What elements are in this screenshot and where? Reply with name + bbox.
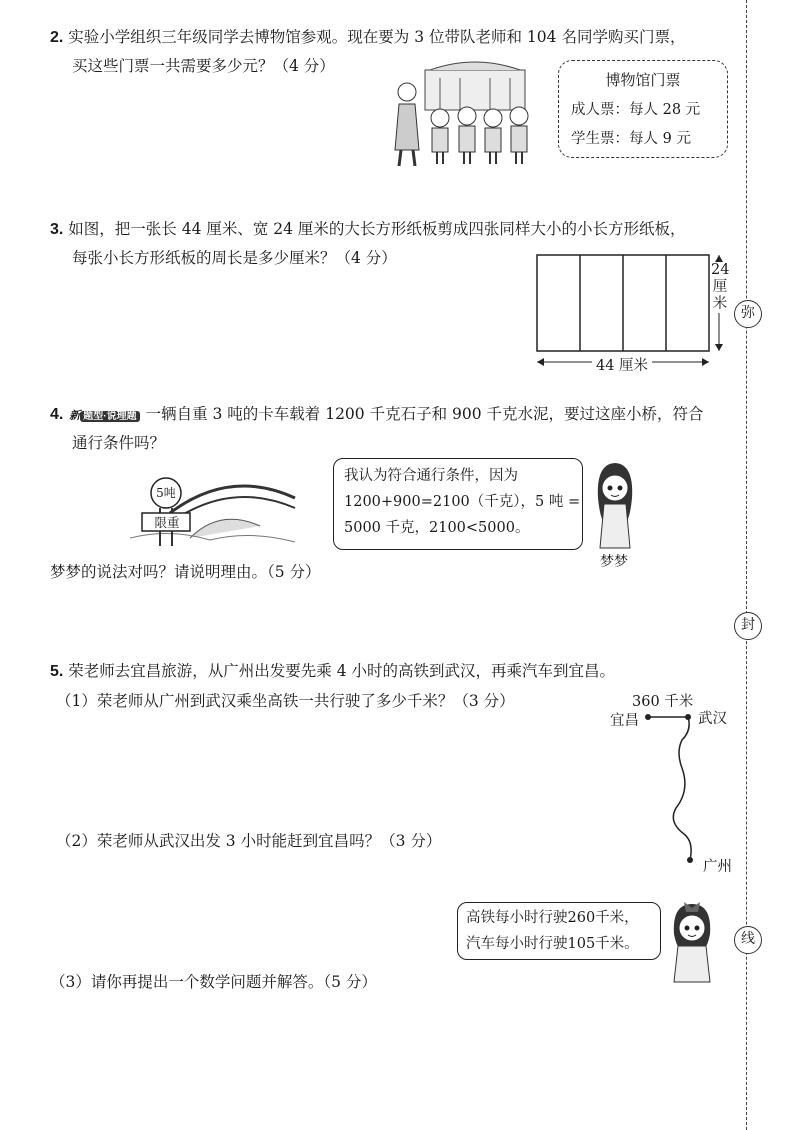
question-text-line1: 实验小学组织三年级同学去博物馆参观。现在要为 3 位带队老师和 104 名同学购买门票， [68,28,686,46]
question-2 [50,22,685,53]
limit-label-sign: 限重 [154,515,180,530]
question-number: 4. [50,406,64,423]
bubble-line: 高铁每小时行驶260千米， [466,910,639,926]
question-4-line2: 通行条件吗？ [72,434,166,452]
bubble-line: 1200+900=2100（千克），5 吨 = [344,494,581,510]
girl-mengmeng-illustration [590,458,640,550]
question-3-line2: 每张小长方形纸板的周长是多少厘米？（4 分） [72,249,397,267]
map-distance-label: 360 千米 [632,694,694,710]
question-3 [50,214,685,245]
ticket-adult-price: 成人票：每人 28 元 [571,102,701,118]
question-number: 3. [50,221,64,238]
bridge-illustration [130,468,300,548]
question-5-part3: （3）请你再提出一个数学问题并解答。（5 分） [50,973,377,991]
ticket-title: 博物馆门票 [605,71,681,89]
weight-limit-sign: 5吨 [156,486,176,500]
new-type-tag: 新 题型·说理题 [68,401,140,432]
museum-visit-illustration [385,60,540,170]
question-4-ask: 梦梦的说法对吗？请说明理由。（5 分） [50,563,321,581]
ticket-student-price: 学生票：每人 9 元 [571,131,691,147]
height-label: 24 厘米 [711,262,730,312]
question-5 [50,656,615,687]
question-text-line1: 如图，把一张长 44 厘米、宽 24 厘米的大长方形纸板剪成四张同样大小的小长方形纸板， [68,220,686,238]
girl-illustration [662,896,722,986]
width-label: 44 厘米 [592,354,652,375]
question-5-part1: （1）荣老师从广州到武汉乘坐高铁一共行驶了多少千米？（3 分） [56,692,515,710]
margin-mark-xian: 线 [734,926,762,954]
binding-dashed-line [746,0,747,1130]
question-number: 2. [50,29,64,46]
question-text-line1: 一辆自重 3 吨的卡车载着 1200 千克石子和 900 千克水泥，要过这座小桥，符合 [145,405,704,423]
bubble-line: 5000 千克，2100<5000。 [344,520,530,536]
question-text-line1: 荣老师去宜昌旅游，从广州出发要先乘 4 小时的高铁到武汉，再乘汽车到宜昌。 [68,662,615,680]
girl-name-label: 梦梦 [600,554,628,570]
bubble-line: 汽车每小时行驶105千米。 [466,936,639,952]
margin-mark-feng: 封 [734,612,762,640]
mengmeng-speech-bubble [333,458,583,550]
question-5-part2: （2）荣老师从武汉出发 3 小时能赶到宜昌吗？（3 分） [56,832,442,850]
map-city-wuhan: 武汉 [698,711,727,727]
question-number: 5. [50,663,64,680]
margin-mark-mi: 弥 [734,300,762,328]
speed-info-bubble [457,902,661,960]
map-city-guangzhou: 广州 [703,859,732,875]
question-2-line2: 买这些门票一共需要多少元？（4 分） [72,57,335,75]
bubble-line: 我认为符合通行条件，因为 [344,468,518,484]
museum-ticket-box [558,60,728,158]
map-city-yichang: 宜昌 [610,713,639,729]
